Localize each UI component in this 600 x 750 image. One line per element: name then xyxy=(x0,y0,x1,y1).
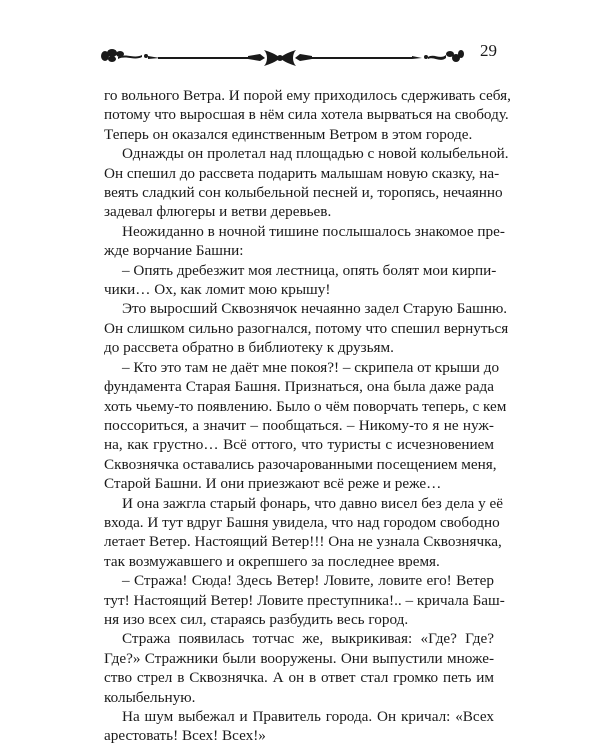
text-line: – Опять дребезжит моя лестница, опять болят мои кирпи- xyxy=(122,261,497,279)
text-line: Это выросший Сквознячок нечаянно задел Старую Башню. xyxy=(122,300,508,318)
text-line: чики… Ох, как ломит мою крышу! xyxy=(104,281,331,299)
text-line: Неожиданно в ночной тишине послышалось знакомое пре- xyxy=(122,222,505,240)
text-line: арестовать! Всех! Всех!» xyxy=(104,727,266,745)
text-line: ство стрел в Сквознячка. А он в ответ стал громко петь им xyxy=(104,669,494,687)
text-line: Он спешил до рассвета подарить малышам новую сказку, на- xyxy=(104,164,500,182)
text-line: Однажды он пролетал над площадью с новой колыбельной. xyxy=(122,145,509,163)
text-line: жде ворчание Башни: xyxy=(104,242,244,260)
text-line: – Кто это там не даёт мне покоя?! – скрипела от крыши до xyxy=(122,358,500,376)
text-line: Старой Башни. И они приезжают всё реже и реже… xyxy=(104,475,442,493)
text-line: так возмужавшего и окрепшего за последнее время. xyxy=(104,552,440,570)
text-line: колыбельную. xyxy=(104,688,196,706)
text-line: Он слишком сильно разогнался, потому что спешил вернуться xyxy=(104,319,509,337)
text-line: И она зажгла старый фонарь, что давно висел без дела у её xyxy=(122,494,503,512)
text-line: потому что выросшая в нём сила хотела вырваться на свободу. xyxy=(104,106,509,124)
text-line: на, как грустно… Всё оттого, что туристы с исчезновением xyxy=(104,436,494,454)
text-line: тут! Настоящий Ветер! Ловите преступника!.. – кричала Баш- xyxy=(104,591,505,609)
text-line: веять сладкий сон колыбельной песней и, торопясь, нечаянно xyxy=(104,184,503,202)
body-text xyxy=(104,86,511,746)
text-line: го вольного Ветра. И порой ему приходилось сдерживать себя, xyxy=(104,87,511,104)
text-line: поссориться, а значит – пообщаться. – Никому-то я не нуж- xyxy=(104,416,494,434)
page-number: 29 xyxy=(480,41,497,60)
text-line: Теперь он оказался единственным Ветром в этом городе. xyxy=(104,125,473,143)
text-line: Где?» Стражники были вооружены. Они выпустили множе- xyxy=(104,649,494,667)
text-line: – Стража! Сюда! Здесь Ветер! Ловите, ловите его! Ветер xyxy=(122,572,494,590)
decorative-rule-icon xyxy=(100,44,466,70)
text-line: Стража появилась тотчас же, выкрикивая: «Где? Где? xyxy=(122,630,494,648)
text-line: задевал флюгеры и ветви деревьев. xyxy=(104,203,332,221)
text-line: ня изо всех сил, стараясь разбудить весь город. xyxy=(104,610,409,628)
page-header xyxy=(0,0,600,80)
text-line: летает Ветер. Настоящий Ветер!!! Она не узнала Сквознячка, xyxy=(104,533,502,551)
text-line: входа. И тут вдруг Башня увидела, что над городом свободно xyxy=(104,513,500,531)
text-line: хоть чьему-то появлению. Было о чём поворчать теперь, с кем xyxy=(104,397,507,415)
text-line: На шум выбежал и Правитель города. Он кричал: «Всех xyxy=(122,708,494,725)
text-line: до рассвета обратно в библиотеку к друзьям. xyxy=(104,339,394,357)
text-line: фундамента Старая Башня. Признаться, она была даже рада xyxy=(104,378,494,396)
text-line: Сквознячка оставались разочарованными посещением меня, xyxy=(104,455,497,473)
